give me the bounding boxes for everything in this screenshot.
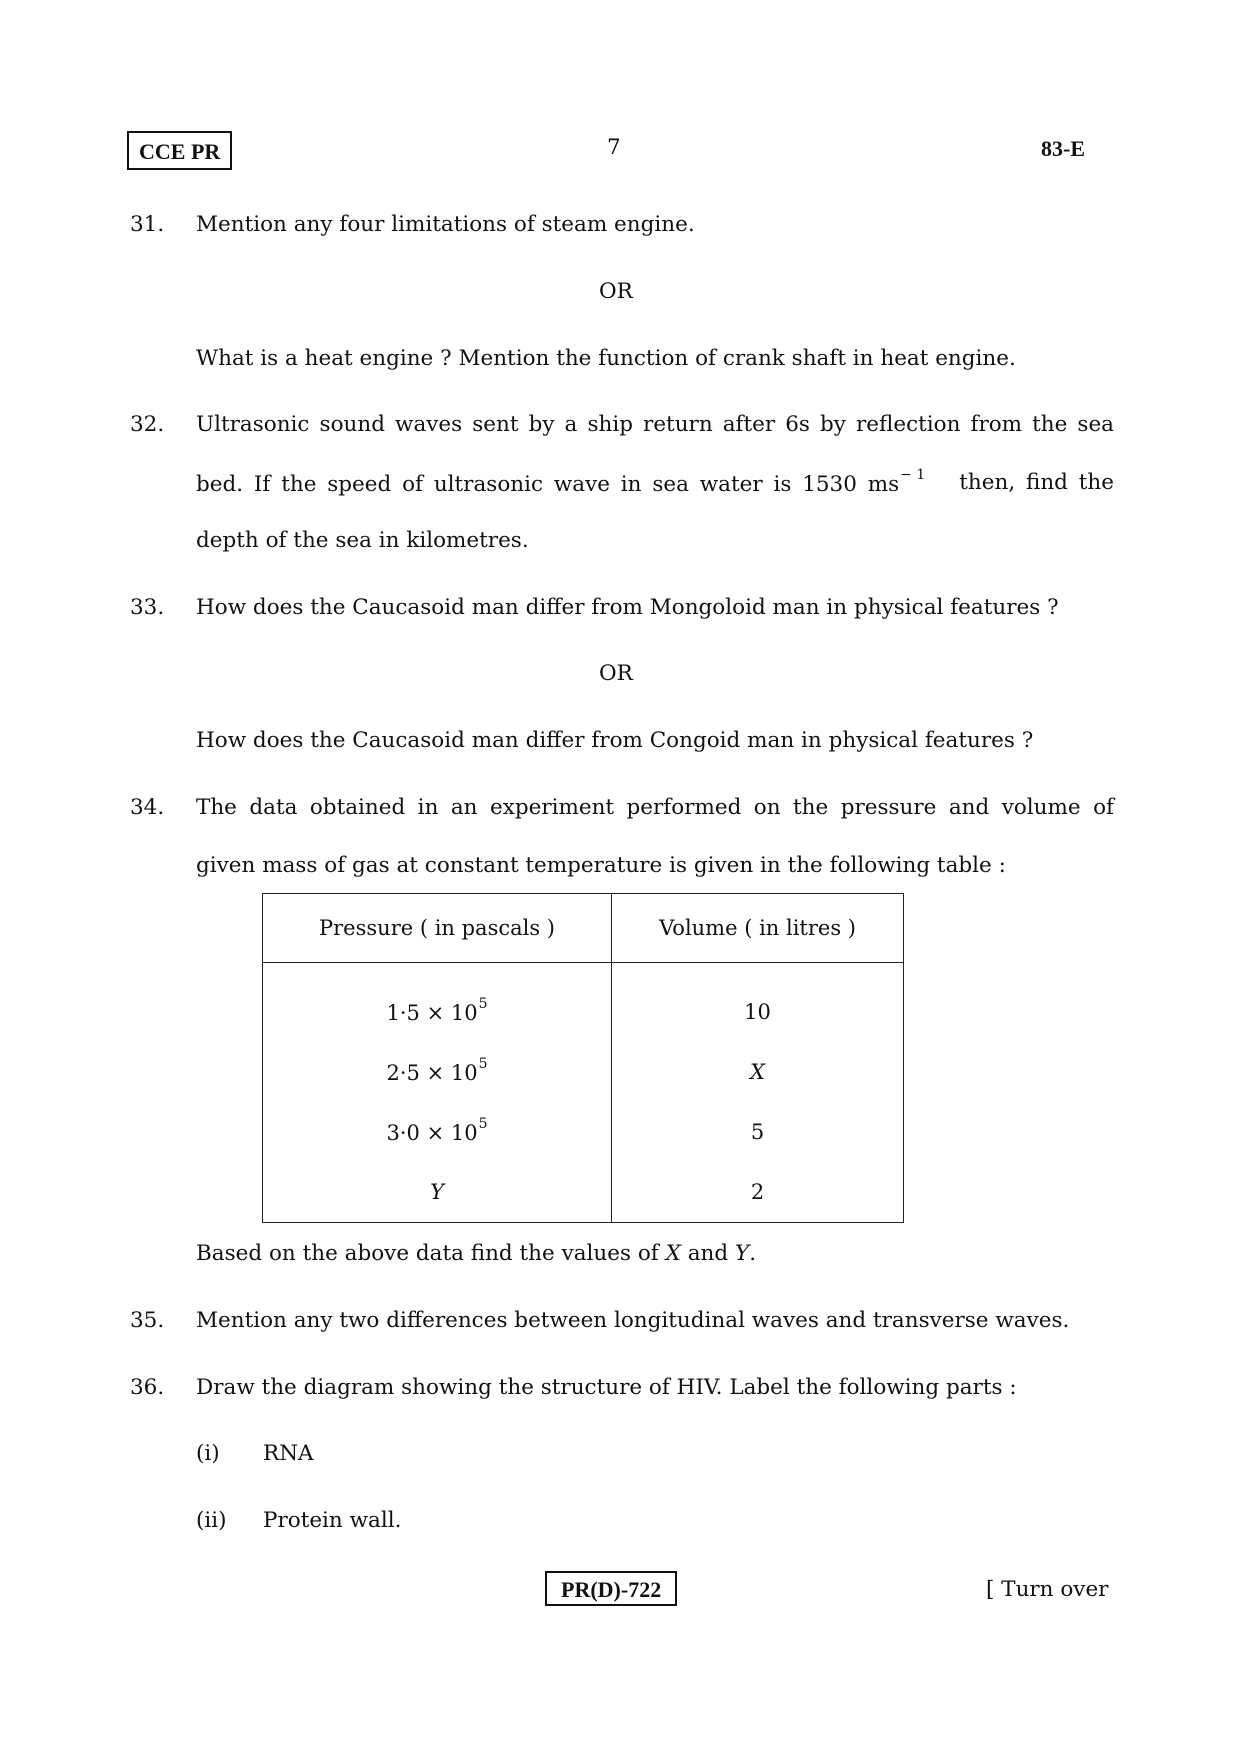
question-text: Draw the diagram showing the structure of HIV. Label the following parts : — [196, 1375, 1017, 1400]
table-row — [263, 1162, 904, 1223]
part-label: (i) — [196, 1441, 220, 1466]
table-row — [263, 1102, 904, 1162]
turn-over-label: [ Turn over — [986, 1577, 1109, 1602]
footer-code-box — [545, 1571, 677, 1606]
volume-cell: X — [612, 1042, 904, 1102]
volume-cell: 10 — [612, 963, 904, 1043]
question-text: Mention any two differences between longitudinal waves and transverse waves. — [196, 1308, 1070, 1333]
pressure-cell: $3\cdot 0 \times 10^5$ — [263, 1102, 612, 1162]
paper-code-box — [127, 131, 232, 170]
question-text: depth of the sea in kilometres. — [196, 528, 529, 553]
or-label: OR — [599, 279, 633, 304]
question-text: Ultrasonic sound waves sent by a ship return after 6s by reflection from the sea — [196, 412, 1114, 437]
question-alt-text: What is a heat engine ? Mention the function of crank shaft in heat engine. — [196, 346, 1016, 371]
question-number: 34. — [130, 795, 165, 820]
pressure-cell: $1\cdot 5 \times 10^5$ — [263, 963, 612, 1043]
pressure-cell: $2\cdot 5 \times 10^5$ — [263, 1042, 612, 1102]
question-text: given mass of gas at constant temperature is given in the following table : — [196, 853, 1006, 878]
table-header-pressure: Pressure ( in pascals ) — [263, 894, 612, 963]
table-header-volume: Volume ( in litres ) — [612, 894, 904, 963]
question-text: Mention any four limitations of steam engine. — [196, 212, 695, 237]
question-number: 36. — [130, 1375, 165, 1400]
subject-code: 83-E — [1041, 136, 1085, 161]
part-label: (ii) — [196, 1508, 227, 1533]
footer-code: PR(D)-722 — [561, 1577, 662, 1602]
page-number: 7 — [607, 135, 621, 160]
question-number: 31. — [130, 212, 165, 237]
superscript: − 1 — [900, 467, 926, 483]
table-row — [263, 963, 904, 1043]
or-label: OR — [599, 661, 633, 686]
question-number: 33. — [130, 595, 165, 620]
question-alt-text: How does the Caucasoid man differ from Congoid man in physical features ? — [196, 728, 1034, 753]
paper-code: CCE PR — [139, 139, 221, 164]
part-text: RNA — [263, 1441, 314, 1466]
question-text-line — [196, 467, 1114, 498]
question-text: The data obtained in an experiment performed on the pressure and volume of — [196, 795, 1114, 820]
question-text-part: then, find the — [959, 470, 1114, 495]
volume-cell: 2 — [612, 1162, 904, 1223]
question-number: 32. — [130, 412, 165, 437]
question-followup-text: Based on the above data find the values of X and Y. — [196, 1241, 757, 1266]
table-row — [263, 1042, 904, 1102]
question-text-part: bed. If the speed of ultrasonic wave in sea water is 1530 ms — [196, 472, 900, 498]
part-text: Protein wall. — [263, 1508, 402, 1533]
volume-cell: 5 — [612, 1102, 904, 1162]
question-number: 35. — [130, 1308, 165, 1333]
question-text: How does the Caucasoid man differ from Mongoloid man in physical features ? — [196, 595, 1059, 620]
pressure-cell: Y — [263, 1162, 612, 1223]
pressure-volume-table — [262, 893, 904, 1223]
